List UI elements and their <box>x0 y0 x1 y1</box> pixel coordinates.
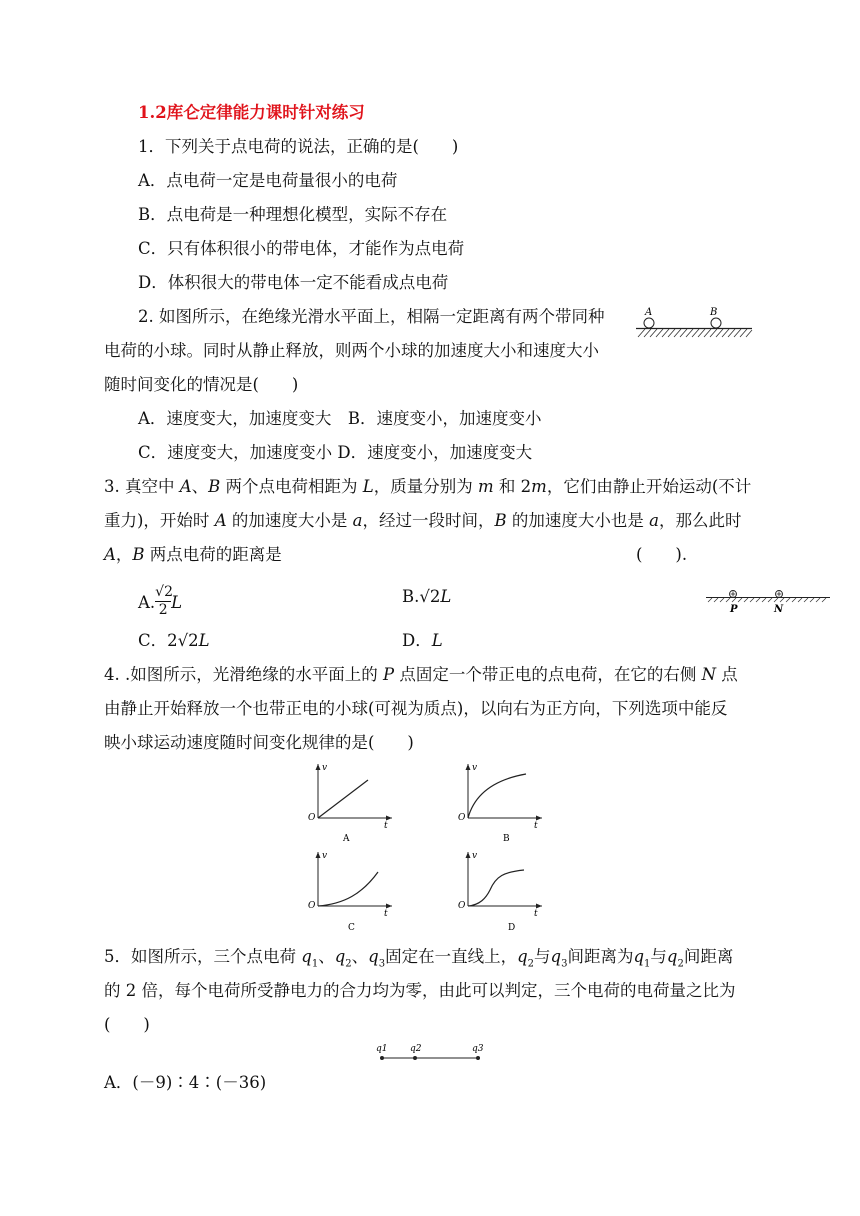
q2-ball-a <box>644 318 654 328</box>
svg-text:t: t <box>534 909 538 919</box>
q5-stem-line3: ( ) <box>104 1015 150 1034</box>
q4-graph-a <box>300 760 400 846</box>
svg-text:B: B <box>503 834 510 844</box>
q3-option-b: B.√2L <box>402 587 452 606</box>
q5-option-a: A．(－9)∶4∶(－36) <box>104 1073 267 1092</box>
q4-stem-line1: 4. .如图所示，光滑绝缘的水平面上的 P 点固定一个带正电的点电荷，在它的右侧 N 点 <box>104 665 738 684</box>
svg-text:A: A <box>343 834 350 844</box>
q1-label: q1 <box>376 1044 388 1054</box>
svg-text:O: O <box>308 901 316 911</box>
q2-dot <box>413 1056 417 1060</box>
q1-option-a: A．点电荷一定是电荷量很小的电荷 <box>138 171 398 190</box>
curve-b <box>468 774 526 818</box>
curve-d <box>468 870 524 906</box>
q3-stem-line3: A，B 两点电荷的距离是 <box>104 545 282 564</box>
curve-a <box>318 780 368 818</box>
q4-graph-c <box>300 848 400 936</box>
q4-stem-line3: 映小球运动速度随时间变化规律的是( ) <box>104 733 414 752</box>
svg-text:v: v <box>472 763 478 773</box>
q4-graph-b <box>450 760 550 846</box>
q5-stem-line1: 5．如图所示，三个点电荷 $q_1$、$q_2$、$q_3$固定在一直线上，$q_2$与$q_3$间距离为$q_1$与$q_2$间距离 <box>104 947 734 970</box>
curve-c <box>318 872 378 906</box>
q2-stem-line2: 电荷的小球。同时从静止释放，则两个小球的加速度大小和速度大小 <box>104 341 599 360</box>
svg-text:O: O <box>308 813 316 823</box>
q2-stem-line3: 随时间变化的情况是( ) <box>104 375 299 394</box>
q3-label: q3 <box>472 1044 484 1054</box>
svg-text:t: t <box>384 821 388 831</box>
q1-option-d: D．体积很大的带电体一定不能看成点电荷 <box>138 273 449 292</box>
q5-stem-line2: 的 2 倍，每个电荷所受静电力的合力均为零，由此可以判定，三个电荷的电荷量之比为 <box>104 981 736 1000</box>
q1-option-b: B．点电荷是一种理想化模型，实际不存在 <box>138 205 448 224</box>
q2-label: q2 <box>410 1044 422 1054</box>
q3-option-d: D．L <box>402 631 443 650</box>
q1-dot <box>380 1056 384 1060</box>
q2-ground-hatch <box>638 329 752 337</box>
q3-answer-blank: ( ). <box>636 545 688 564</box>
q2-figure <box>632 304 756 344</box>
svg-text:D: D <box>508 923 516 933</box>
q2-label-b: B <box>710 307 718 318</box>
q2-options-row2: C．速度变大，加速度变小 D．速度变小，加速度变大 <box>138 443 533 462</box>
svg-text:O: O <box>458 901 466 911</box>
n-label: N <box>774 604 784 615</box>
svg-text:C: C <box>348 923 355 933</box>
q2-ball-b <box>711 318 721 328</box>
p-label: P <box>730 604 738 615</box>
svg-text:v: v <box>322 763 328 773</box>
q3-option-c: C．2√2L <box>138 631 210 650</box>
q3-stem-line1: 3. 真空中 A、B 两个点电荷相距为 L，质量分别为 m 和 2m，它们由静止开始运动(不计 <box>104 477 752 496</box>
q1-stem: 1．下列关于点电荷的说法，正确的是( ) <box>138 137 459 156</box>
q4-stem-line2: 由静止开始释放一个也带正电的小球(可视为质点)，以向右为正方向，下列选项中能反 <box>104 699 728 718</box>
q1-option-c: C．只有体积很小的带电体，才能作为点电荷 <box>138 239 465 258</box>
q3-stem-line2: 重力)，开始时 A 的加速度大小是 a，经过一段时间，B 的加速度大小也是 a，那么此时 <box>104 511 742 530</box>
q4-graph-d <box>450 848 550 936</box>
svg-text:v: v <box>322 851 328 861</box>
svg-text:O: O <box>458 813 466 823</box>
q5-figure <box>372 1040 488 1066</box>
q2-label-a: A <box>645 307 653 318</box>
svg-text:t: t <box>384 909 388 919</box>
q3-dot <box>476 1056 480 1060</box>
page-title: 1.2库仑定律能力课时针对练习 <box>138 103 365 122</box>
svg-text:v: v <box>472 851 478 861</box>
q2-stem-line1: 2. 如图所示，在绝缘光滑水平面上，相隔一定距离有两个带同种 <box>138 307 605 326</box>
q4-figure-pn <box>704 586 834 616</box>
svg-text:t: t <box>534 821 538 831</box>
q3-option-a: A. $\frac{√2}{2}$ L <box>138 584 183 618</box>
q2-options-row1: A．速度变大，加速度变大 B．速度变小，加速度变小 <box>138 409 542 428</box>
